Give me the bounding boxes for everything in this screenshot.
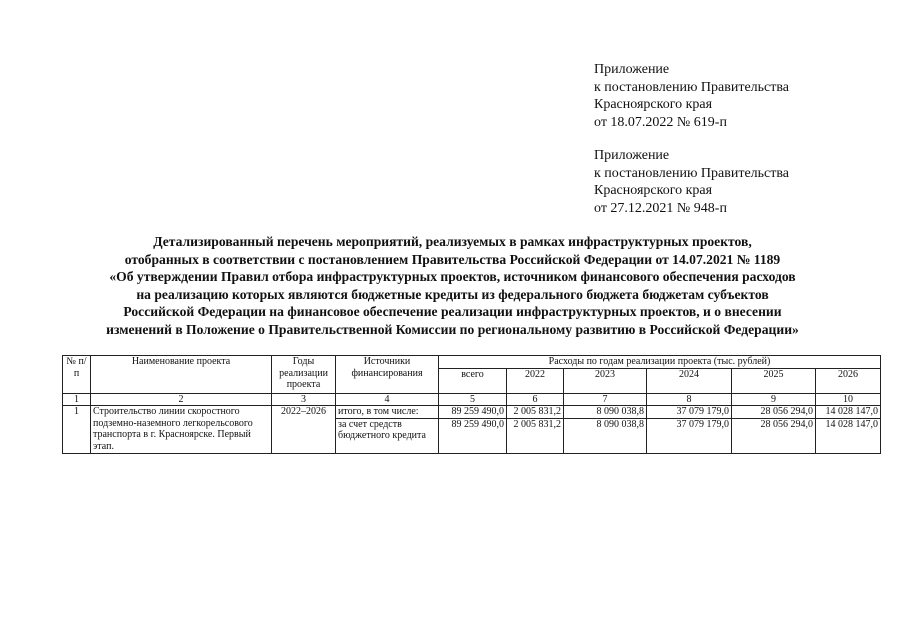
title-line: отобранных в соответствии с постановлением Правительства Российской Федерации от 14.07.2021 № 1189 (124, 251, 781, 267)
row-2026-value: 14 028 147,0 (816, 418, 881, 453)
column-number: 7 (564, 393, 647, 406)
header-year-2026: 2026 (816, 368, 881, 393)
appendix-line: Приложение (594, 62, 670, 77)
row-num: 1 (63, 406, 91, 454)
column-number: 3 (272, 393, 336, 406)
row-years: 2022–2026 (272, 406, 336, 454)
row-2025-value: 28 056 294,0 (732, 418, 816, 453)
row-total-value: 89 259 490,0 (439, 418, 507, 453)
title-line: Российской Федерации на финансовое обеспечение реализации инфраструктурных проектов, и о внесении (123, 304, 782, 320)
appendix-line: к постановлению Правительства (594, 165, 790, 181)
row-project-name: Строительство линии скоростного подземно-наземного легкорельсового транспорта в г. Красноярске. Первый этап. (91, 406, 272, 454)
column-number: 8 (647, 393, 732, 406)
title-line: Детализированный перечень мероприятий, реализуемых в рамках инфраструктурных проектов, (153, 234, 752, 249)
row-2026-value: 14 028 147,0 (816, 406, 881, 419)
column-number: 2 (91, 393, 272, 406)
row-total-value: 89 259 490,0 (439, 406, 507, 419)
row-2023-value: 8 090 038,8 (564, 418, 647, 453)
header-year-2022: 2022 (507, 368, 564, 393)
header-expenses-group: Расходы по годам реализации проекта (тыс. рублей) (439, 356, 881, 369)
appendix-block-current (594, 61, 789, 131)
column-number: 1 (63, 393, 91, 406)
appendix-line: от 18.07.2022 № 619-п (594, 114, 727, 130)
appendix-line: от 27.12.2021 № 948-п (594, 200, 727, 216)
appendix-line: к постановлению Правительства (594, 79, 790, 95)
projects-table (62, 355, 881, 454)
header-year-2024: 2024 (647, 368, 732, 393)
title-line: изменений в Положение о Правительственной Комиссии по региональному развитию в Российской Федерации» (106, 321, 799, 337)
appendix-line: Красноярского края (594, 183, 713, 198)
appendix-block-original (594, 147, 789, 217)
column-number: 9 (732, 393, 816, 406)
appendix-line: Красноярского края (594, 97, 713, 112)
column-number: 5 (439, 393, 507, 406)
row-2022-value: 2 005 831,2 (507, 406, 564, 419)
header-year-2023: 2023 (564, 368, 647, 393)
header-project-name: Наименование проекта (91, 356, 272, 394)
table-header-row (63, 356, 881, 369)
row-2025-value: 28 056 294,0 (732, 406, 816, 419)
row-2022-value: 2 005 831,2 (507, 418, 564, 453)
row-source-credit-label: за счет средств бюджетного кредита (336, 418, 439, 453)
appendix-line: Приложение (594, 148, 670, 163)
column-number: 10 (816, 393, 881, 406)
title-line: «Об утверждении Правил отбора инфраструктурных проектов, источником финансового обеспечения расходов (109, 269, 796, 285)
header-year-2025: 2025 (732, 368, 816, 393)
header-num: № п/п (63, 356, 91, 394)
document-title (40, 233, 865, 339)
row-2024-value: 37 079 179,0 (647, 418, 732, 453)
header-sources: Источники финансирования (336, 356, 439, 394)
header-total: всего (439, 368, 507, 393)
column-number: 4 (336, 393, 439, 406)
row-2023-value: 8 090 038,8 (564, 406, 647, 419)
column-number: 6 (507, 393, 564, 406)
table-row (63, 406, 881, 419)
row-source-total-label: итого, в том числе: (336, 406, 439, 419)
row-2024-value: 37 079 179,0 (647, 406, 732, 419)
column-number-row (63, 393, 881, 406)
header-years: Годы реализации проекта (272, 356, 336, 394)
title-line: на реализацию которых являются бюджетные кредиты из федерального бюджета бюджетам субъектов (136, 286, 769, 302)
